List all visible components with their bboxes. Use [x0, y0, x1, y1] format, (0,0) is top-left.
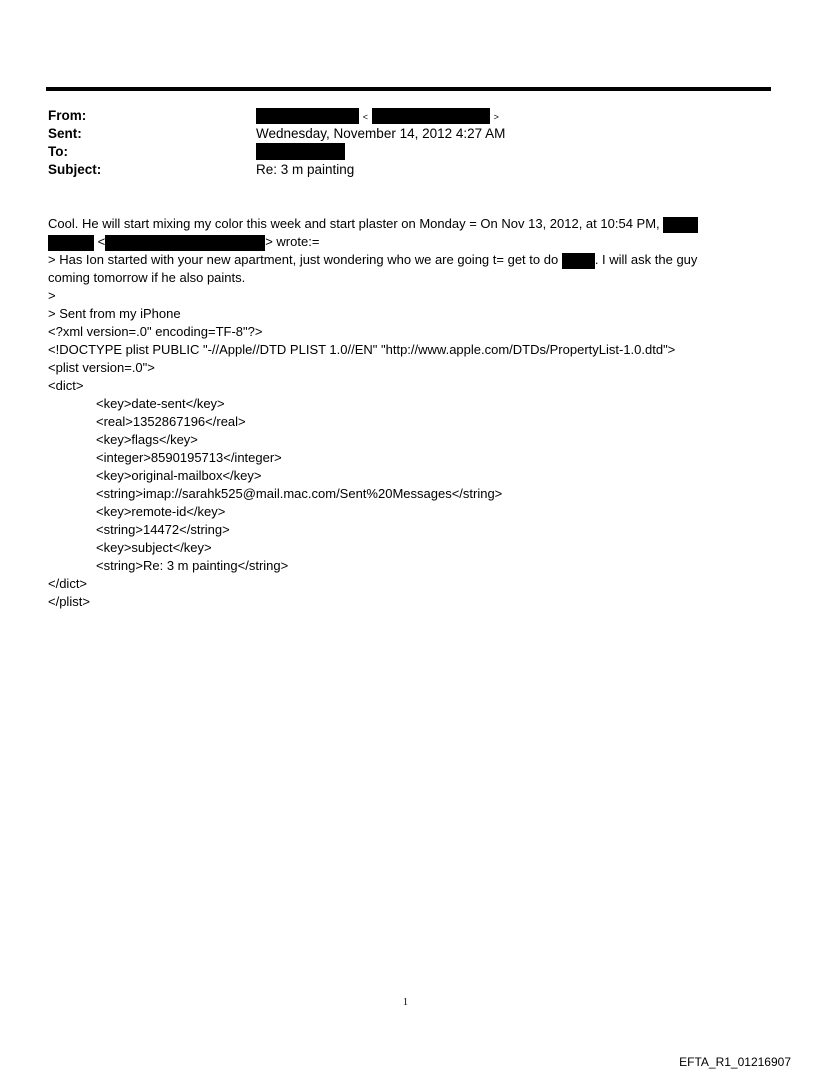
redaction-block: [105, 235, 265, 251]
sent-label: Sent:: [48, 126, 82, 141]
subject-label: Subject:: [48, 162, 102, 177]
plist-inner-line: <string>imap://sarahk525@mail.mac.com/Sent%20Messages</string>: [96, 486, 503, 501]
body-line-2-open-angle: <: [97, 234, 106, 249]
to-label: To:: [48, 144, 68, 159]
body-line-6: > Sent from my iPhone: [48, 306, 181, 321]
body-line-2: [48, 233, 319, 251]
document-id: EFTA_R1_01216907: [679, 1055, 791, 1069]
plist-inner-line: <key>date-sent</key>: [96, 396, 225, 411]
from-open-angle: <: [362, 112, 369, 122]
body-line-1: [48, 215, 698, 233]
redaction-block: [256, 108, 359, 124]
from-close-angle: >: [493, 112, 499, 122]
sent-value: Wednesday, November 14, 2012 4:27 AM: [256, 126, 506, 141]
plist-inner-line: <string>Re: 3 m painting</string>: [96, 558, 289, 573]
plist-closing-line: </dict>: [48, 576, 88, 591]
plist-line: <!DOCTYPE plist PUBLIC "-//Apple//DTD PLIST 1.0//EN" "http://www.apple.com/DTDs/PropertyList-1.0.dtd">: [48, 342, 676, 357]
body-line-3-tail: . I will ask the guy: [594, 252, 698, 267]
body-line-2-tail: > wrote:=: [265, 234, 320, 249]
from-label: From:: [48, 108, 87, 123]
redaction-block: [562, 253, 595, 269]
redaction-block: [48, 235, 94, 251]
plist-inner-line: <integer>8590195713</integer>: [96, 450, 282, 465]
plist-closing-line: </plist>: [48, 594, 90, 609]
body-line-5: >: [48, 288, 56, 303]
subject-value: Re: 3 m painting: [256, 162, 355, 177]
plist-inner-line: <key>flags</key>: [96, 432, 198, 447]
body-line-4: coming tomorrow if he also paints.: [48, 270, 246, 285]
body-line-1-text: Cool. He will start mixing my color this week and start plaster on Monday = On Nov 13, 2012, at 10:54 PM,: [48, 216, 660, 231]
plist-line: <?xml version=.0" encoding=TF-8"?>: [48, 324, 263, 339]
body-line-3: [48, 251, 697, 269]
plist-inner-line: <key>original-mailbox</key>: [96, 468, 262, 483]
header-rule: [46, 87, 771, 91]
body-line-3-head: > Has Ion started with your new apartment, just wondering who we are going t= get to do: [48, 252, 559, 267]
plist-inner-line: <real>1352867196</real>: [96, 414, 246, 429]
plist-line: <plist version=.0">: [48, 360, 155, 375]
redaction-block: [372, 108, 490, 124]
plist-inner-line: <key>subject</key>: [96, 540, 212, 555]
plist-inner-line: <key>remote-id</key>: [96, 504, 226, 519]
plist-inner-line: <string>14472</string>: [96, 522, 230, 537]
redaction-block: [663, 217, 698, 233]
page-number: 1: [403, 997, 408, 1008]
from-value: [256, 107, 499, 126]
plist-line: <dict>: [48, 378, 84, 393]
to-redaction-block: [256, 143, 345, 160]
